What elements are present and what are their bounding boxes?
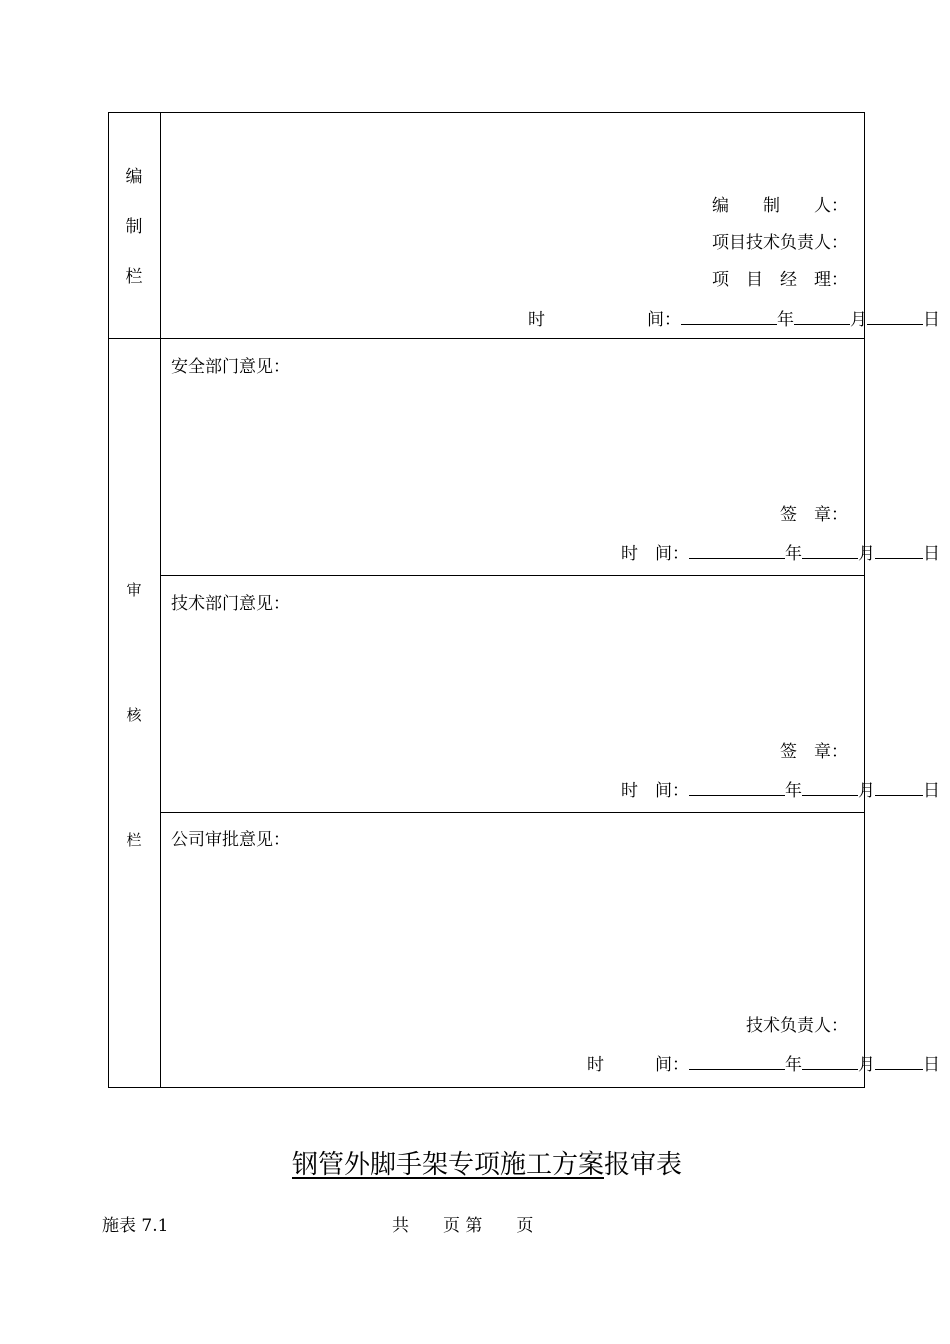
year-label: 年 <box>785 544 802 564</box>
day-label: 日 <box>923 310 940 330</box>
year-label: 年 <box>785 1055 802 1075</box>
label-column-divider <box>160 112 161 1088</box>
title-rest: 报审表 <box>604 1150 683 1180</box>
table-border-top <box>108 112 865 113</box>
month-label: 月 <box>858 1055 875 1075</box>
compiler-label: 编 制 人： <box>712 196 848 216</box>
month-blank[interactable] <box>802 779 858 796</box>
company-date-line <box>587 1053 940 1075</box>
table-border-bottom <box>108 1087 865 1088</box>
day-blank[interactable] <box>875 1053 923 1070</box>
compile-label-char: 制 <box>125 217 143 237</box>
time-label: 时 间： <box>587 1055 689 1075</box>
year-blank[interactable] <box>689 779 785 796</box>
month-blank[interactable] <box>802 1053 858 1070</box>
review-label-char: 栏 <box>126 831 142 849</box>
page-count: 共 页 第 页 <box>392 1216 534 1236</box>
tech-sign-label: 签 章： <box>780 742 848 762</box>
month-label: 月 <box>858 544 875 564</box>
table-border-right <box>864 112 865 1088</box>
project-manager-label: 项 目 经 理： <box>712 270 848 290</box>
page-title <box>0 1148 950 1182</box>
row-divider-compile-review <box>108 338 865 339</box>
year-label: 年 <box>777 310 794 330</box>
company-approval-heading: 公司审批意见： <box>171 830 290 850</box>
month-label: 月 <box>850 310 867 330</box>
compile-date-line <box>528 308 940 330</box>
compile-label-char: 栏 <box>125 267 143 287</box>
year-blank[interactable] <box>689 1053 785 1070</box>
month-label: 月 <box>858 781 875 801</box>
form-number: 施表 7.1 <box>102 1216 169 1236</box>
day-blank[interactable] <box>875 542 923 559</box>
company-tech-lead-label: 技术负责人： <box>746 1016 848 1036</box>
time-label: 时 间： <box>621 781 689 801</box>
title-underlined-part: 钢管外脚手架专项施工方案 <box>291 1150 604 1180</box>
year-blank[interactable] <box>681 308 777 325</box>
safety-date-line <box>621 542 940 564</box>
month-blank[interactable] <box>802 542 858 559</box>
day-label: 日 <box>923 781 940 801</box>
safety-sign-label: 签 章： <box>780 505 848 525</box>
time-label: 时 间： <box>621 544 689 564</box>
month-blank[interactable] <box>794 308 850 325</box>
tech-dept-heading: 技术部门意见： <box>171 594 290 614</box>
day-blank[interactable] <box>867 308 923 325</box>
tech-date-line <box>621 779 940 801</box>
day-label: 日 <box>923 1055 940 1075</box>
day-blank[interactable] <box>875 779 923 796</box>
time-label: 时 间： <box>528 310 681 330</box>
compile-label-char: 编 <box>125 167 143 187</box>
day-label: 日 <box>923 544 940 564</box>
project-tech-lead-label: 项目技术负责人： <box>712 233 848 253</box>
year-label: 年 <box>785 781 802 801</box>
table-border-left <box>108 112 109 1088</box>
safety-dept-heading: 安全部门意见： <box>171 357 290 377</box>
review-label-char: 审 <box>126 581 142 599</box>
review-label-char: 核 <box>126 706 142 724</box>
year-blank[interactable] <box>689 542 785 559</box>
row-divider-tech-company <box>160 812 865 813</box>
row-divider-safety-tech <box>160 575 865 576</box>
